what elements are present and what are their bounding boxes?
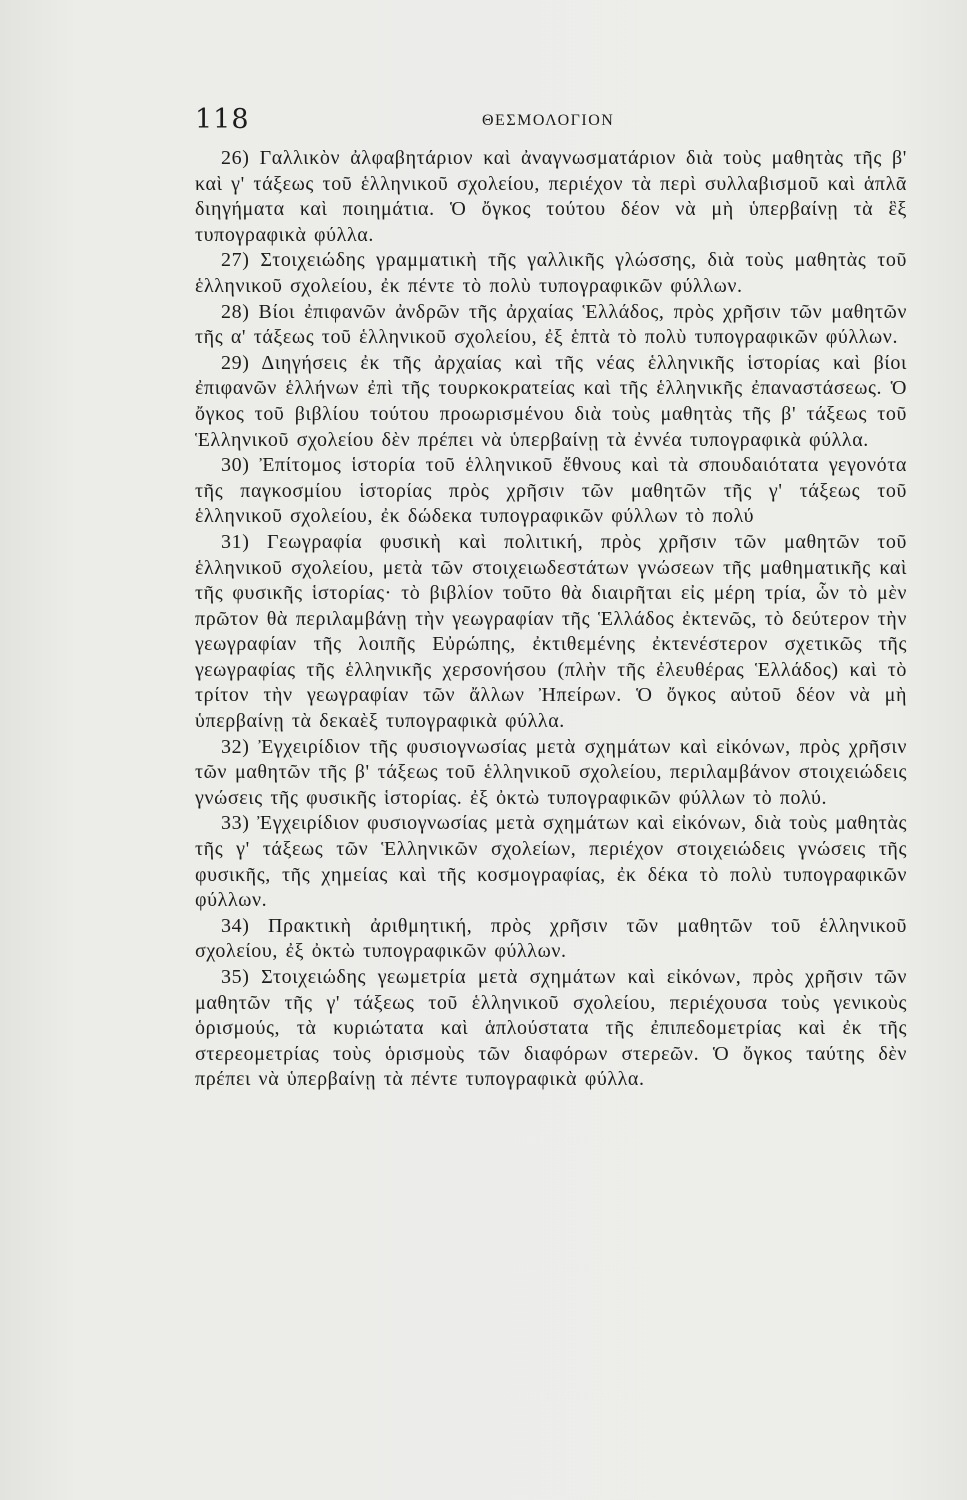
page-number: 118 [195,104,250,135]
page-header [195,104,907,144]
running-head: ΘΕΣΜΟΛΟΓΙΟΝ [482,112,615,129]
item-33: 33) Ἐγχειρίδιον φυσιογνωσίας μετὰ σχημάτων καὶ εἰκόνων, διὰ τοὺς μαθητὰς τῆς γ' τάξεως τῶν Ἑλληνικῶν σχολείων, περιέχον στοιχειώδεις γνώσεις τῆς φυσικῆς, τῆς χημείας καὶ τῆς κοσμογραφίας, ἐκ δέκα τὸ πολὺ τυπογραφικῶν φύλλων. [195,812,907,912]
item-28: 28) Βίοι ἐπιφανῶν ἀνδρῶν τῆς ἀρχαίας Ἑλλάδος, πρὸς χρῆσιν τῶν μαθητῶν τῆς α' τάξεως τοῦ ἑλληνικοῦ σχολείου, ἐξ ἑπτὰ τὸ πολὺ τυπογραφικῶν φύλλων. [195,300,907,349]
item-29: 29) Διηγήσεις ἐκ τῆς ἀρχαίας καὶ τῆς νέας ἑλληνικῆς ἱστορίας καὶ βίοι ἐπιφανῶν ἑλλήνων ἐπὶ τῆς τουρκοκρατείας καὶ τῆς ἑλληνικῆς ἐπαναστάσεως. Ὁ ὄγκος τοῦ βιβλίου τούτου προωρισμένου διὰ τοὺς μαθητὰς τῆς β' τάξεως τοῦ Ἑλληνικοῦ σχολείου δὲν πρέπει νὰ ὑπερβαίνῃ τὰ ἐννέα τυπογραφικὰ φύλλα. [195,351,907,451]
item-26: 26) Γαλλικὸν ἀλφαβητάριον καὶ ἀναγνωσματάριον διὰ τοὺς μαθητὰς τῆς β' καὶ γ' τάξεως τοῦ ἑλληνικοῦ σχολείου, περιέχον τὰ περὶ συλλαβισμοῦ καὶ ἁπλᾶ διηγήματα καὶ ποιημάτια. Ὁ ὄγκος τούτου δέον νὰ μὴ ὑπερβαίνῃ τὰ ἓξ τυπογραφικὰ φύλλα. [195,147,907,246]
item-27: 27) Στοιχειώδης γραμματικὴ τῆς γαλλικῆς γλώσσης, διὰ τοὺς μαθητὰς τοῦ ἑλληνικοῦ σχολείου, ἐκ πέντε τὸ πολὺ τυπογραφικῶν φύλλων. [195,249,907,297]
body-text [195,146,907,1093]
item-31: 31) Γεωγραφία φυσικὴ καὶ πολιτική, πρὸς χρῆσιν τῶν μαθητῶν τοῦ ἑλληνικοῦ σχολείου, μετὰ τῶν στοιχειωδεστάτων γνώσεων τῆς μαθηματικῆς καὶ τῆς φυσικῆς ἱστορίας· τὸ βιβλίον τοῦτο θὰ διαιρῆται εἰς μέρη τρία, ὧν τὸ μὲν πρῶτον θὰ περιλαμβάνῃ τὴν γεωγραφίαν τῆς Ἑλλάδος ἐκτενῶς, τὸ δεύτερον τὴν γεωγραφίαν τῆς λοιπῆς Εὐρώπης, ἐκτιθεμένης ἐκτενέστερον σχετικῶς τῆς γεωγραφίας τῆς ἑλληνικῆς χερσονήσου (πλὴν τῆς ἐλευθέρας Ἑλλάδος) καὶ τὸ τρίτον τὴν γεωγραφίαν τῶν ἄλλων Ἠπείρων. Ὁ ὄγκος αὐτοῦ δέον νὰ μὴ ὑπερβαίνῃ τὰ δεκαὲξ τυπογραφικὰ φύλλα. [195,530,907,733]
item-34: 34) Πρακτικὴ ἀριθμητική, πρὸς χρῆσιν τῶν μαθητῶν τοῦ ἑλληνικοῦ σχολείου, ἐξ ὀκτὼ τυπογραφικῶν φύλλων. [195,914,907,963]
item-35: 35) Στοιχειώδης γεωμετρία μετὰ σχημάτων καὶ εἰκόνων, πρὸς χρῆσιν τῶν μαθητῶν τῆς γ' τάξεως τοῦ ἑλληνικοῦ σχολείου, περιέχουσα τοὺς γενικοὺς ὁρισμούς, τὰ κυριώτατα καὶ ἁπλούστατα τῆς ἐπιπεδομετρίας καὶ ἐκ τῆς στερεομετρίας τοὺς ὁρισμοὺς τῶν διαφόρων στερεῶν. Ὁ ὄγκος ταύτης δὲν πρέπει νὰ ὑπερβαίνῃ τὰ πέντε τυπογραφικὰ φύλλα. [195,966,907,1091]
item-30: 30) Ἐπίτομος ἱστορία τοῦ ἑλληνικοῦ ἔθνους καὶ τὰ σπουδαιότατα γεγονότα τῆς παγκοσμίου ἱστορίας πρὸς χρῆσιν τῶν μαθητῶν τῆς γ' τάξεως τοῦ ἑλληνικοῦ σχολείου, ἐκ δώδεκα τυπογραφικῶν φύλλων τὸ πολύ [195,454,907,528]
item-32: 32) Ἐγχειρίδιον τῆς φυσιογνωσίας μετὰ σχημάτων καὶ εἰκόνων, πρὸς χρῆσιν τῶν μαθητῶν τῆς β' τάξεως τοῦ ἑλληνικοῦ σχολείου, περιλαμβάνον στοιχειώδεις γνώσεις τῆς φυσικῆς ἱστορίας. ἐξ ὀκτὼ τυπογραφικῶν φύλλων τὸ πολύ. [195,735,907,809]
